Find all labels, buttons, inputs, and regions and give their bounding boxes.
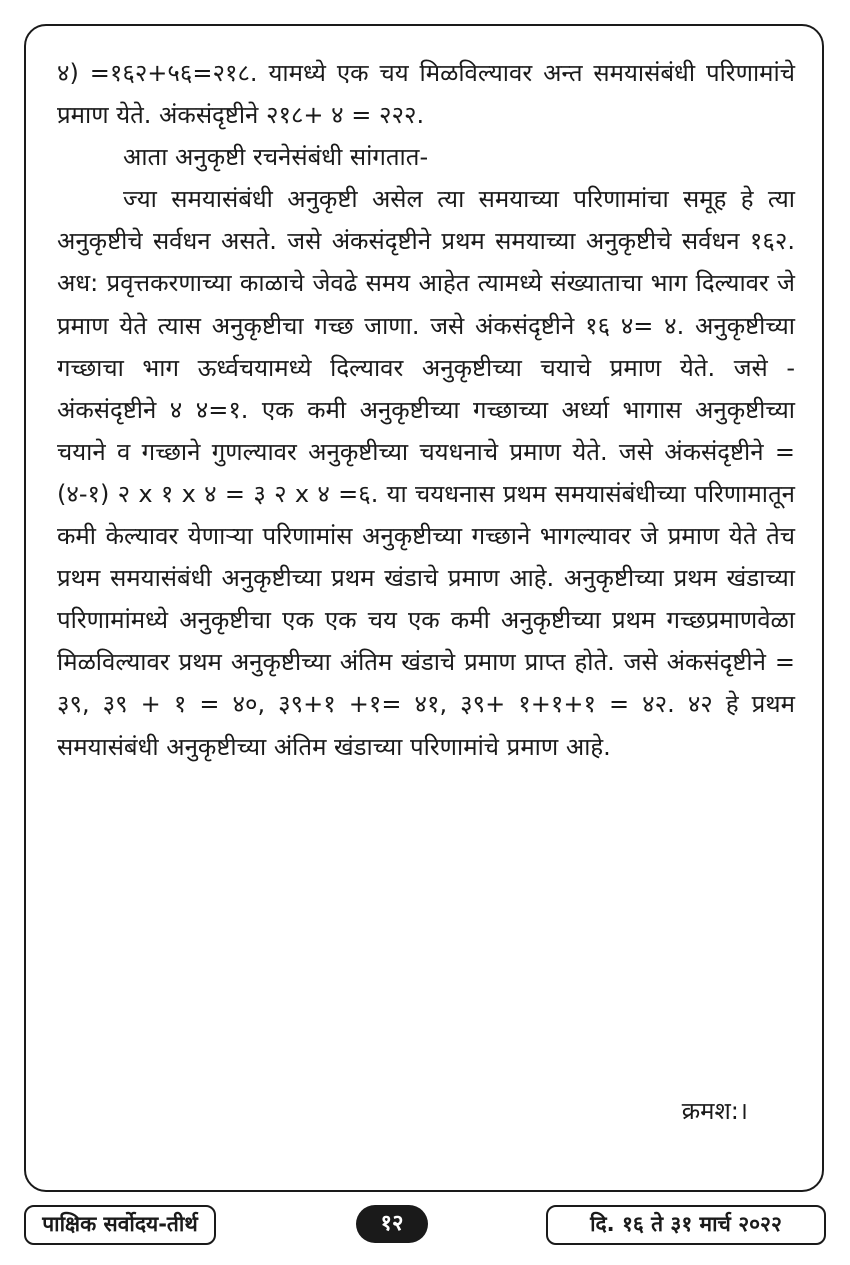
paragraph-1: ४) =१६२+५६=२१८. यामध्ये एक चय मिळविल्यावर अन्त समयासंबंधी परिणामांचे प्रमाण येते. अंकसंदृष्टीने २१८+ ४ = २२२. — [57, 59, 795, 130]
paragraph-2: आता अनुकृष्टी रचनेसंबंधी सांगतात- — [123, 143, 429, 172]
paragraph-3: ज्या समयासंबंधी अनुकृष्टी असेल त्या समयाच्या परिणामांचा समूह हे त्या अनुकृष्टीचे सर्वधन असते. जसे अंकसंदृष्टीने प्रथम समयाच्या अनुकृष्टीचे सर्वधन १६२. अध: प्रवृत्तकरणाच्या काळाचे जेवढे समय आहेत त्यामध्ये संख्याताचा भाग दिल्यावर जे प्रमाण येते त्यास अनुकृष्टीचा गच्छ जाणा. जसे अंकसंदृष्टीने १६ ४= ४. अनुकृष्टीच्या गच्छाचा भाग ऊर्ध्वचयामध्ये दिल्यावर अनुकृष्टीच्या चयाचे प्रमाण येते. जसे - अंकसंदृष्टीने ४ ४=१. एक कमी अनुकृष्टीच्या गच्छाच्या अर्ध्या भागास अनुकृष्टीच्या चयाने व गच्छाने गुणल्यावर अनुकृष्टीच्या चयधनाचे प्रमाण येते. जसे अंकसंदृष्टीने = (४-१) २ x १ x ४ = ३ २ x ४ =६. या चयधनास प्रथम समयासंबंधीच्या परिणामातून कमी केल्यावर येणाऱ्या परिणामांस अनुकृष्टीच्या गच्छाने भागल्यावर जे प्रमाण येते तेच प्रथम समयासंबंधी अनुकृष्टीच्या प्रथम खंडाचे प्रमाण आहे. अनुकृष्टीच्या प्रथम खंडाच्या परिणामांमध्ये अनुकृष्टीचा एक एक चय एक कमी अनुकृष्टीच्या प्रथम गच्छप्रमाणवेळा मिळविल्यावर प्रथम अनुकृष्टीच्या अंतिम खंडाचे प्रमाण प्राप्त होते. जसे अंकसंदृष्टीने = ३९, ३९ + १ = ४०, ३९+१ +१= ४१, ३९+ १+१+१ = ४२. ४२ हे प्रथम समयासंबंधी अनुकृष्टीच्या अंतिम खंडाच्या परिणामांचे प्रमाण आहे. — [57, 185, 795, 761]
article-body — [57, 52, 795, 768]
publication-name: पाक्षिक सर्वोदय-तीर्थ — [24, 1205, 216, 1245]
issue-date: दि. १६ ते ३१ मार्च २०२२ — [546, 1205, 826, 1245]
continued-label: क्रमश:। — [681, 1097, 748, 1125]
page-number: १२ — [356, 1205, 428, 1243]
